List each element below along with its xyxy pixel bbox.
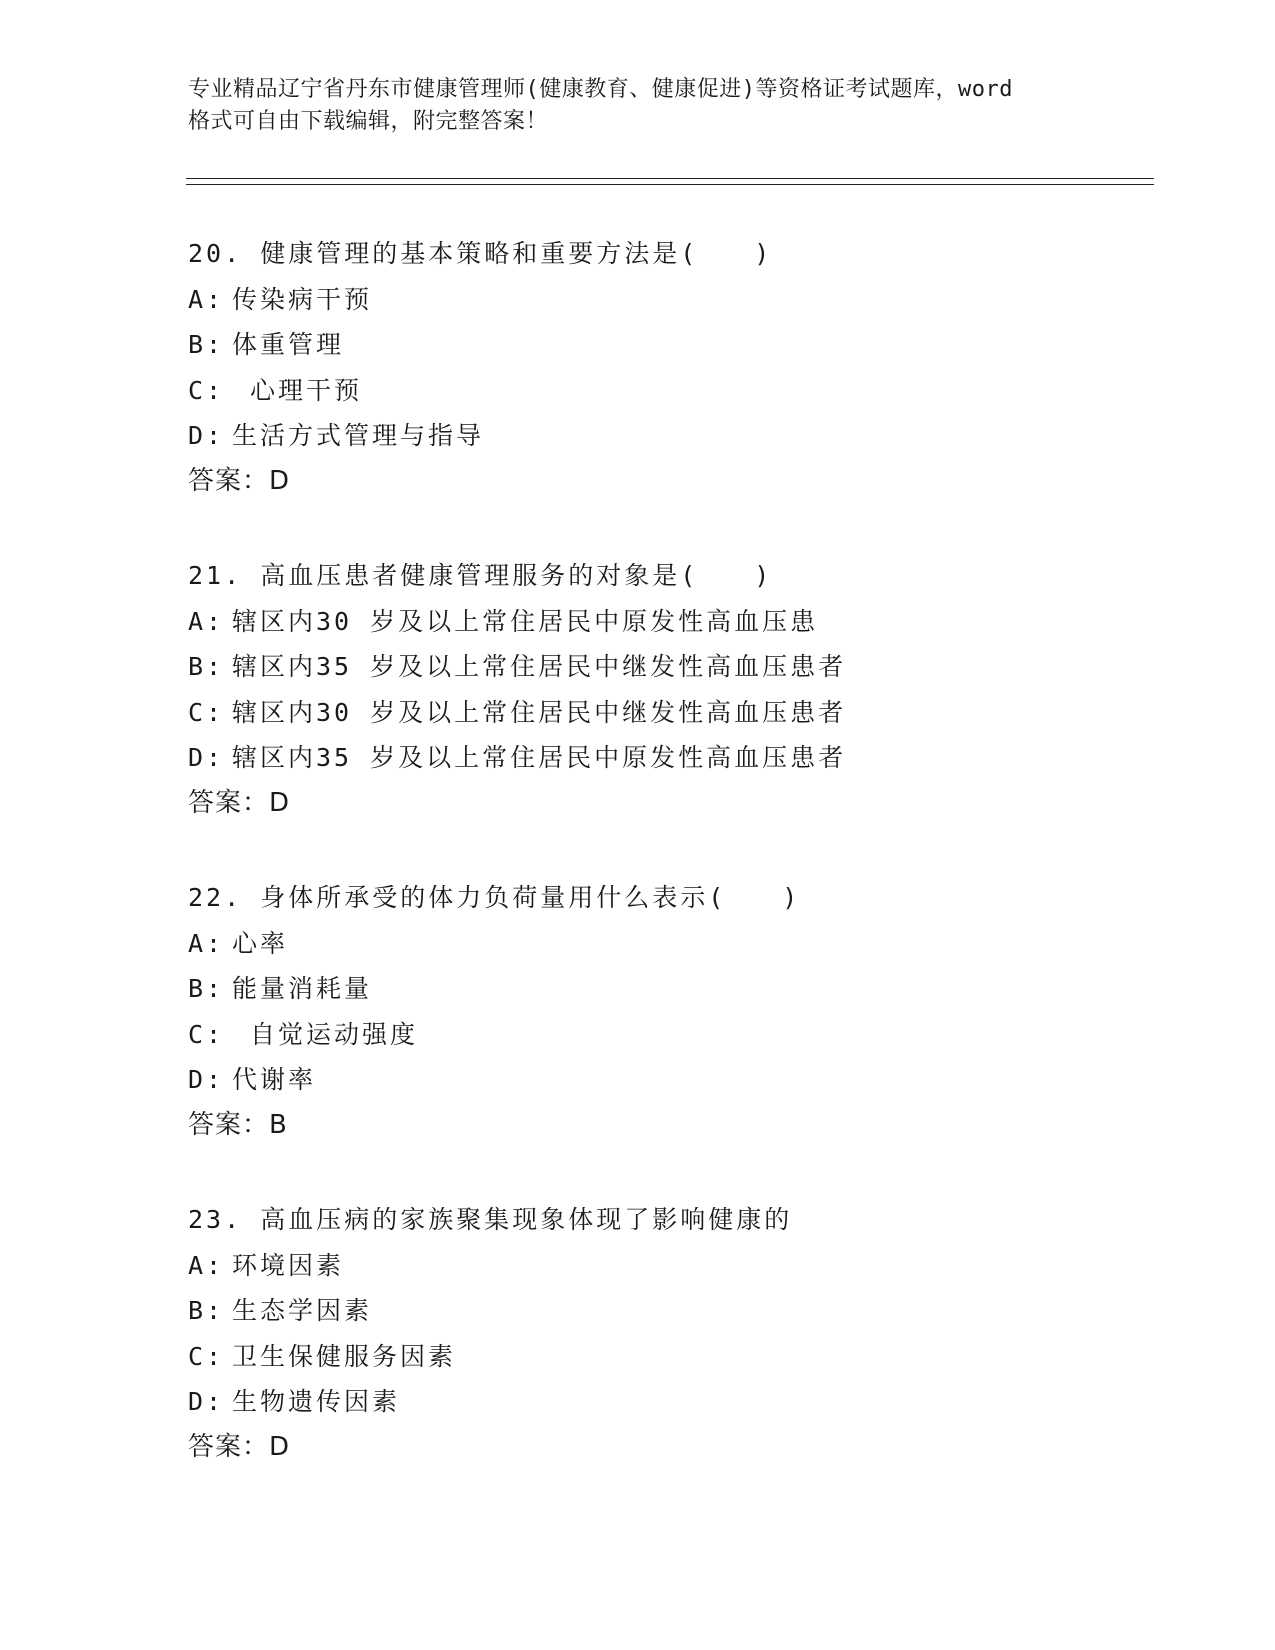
option-b [188, 1288, 1188, 1334]
option-letter: A: [188, 606, 225, 636]
option-a [188, 277, 1188, 323]
answer: 答案：B [188, 1109, 288, 1140]
option-text: 环境因素 [232, 1250, 345, 1280]
option-a [188, 921, 1188, 967]
option-text: 卫生保健服务因素 [232, 1341, 457, 1371]
option-d [188, 1057, 1188, 1103]
option-b [188, 322, 1188, 368]
answer: 答案：D [188, 1431, 291, 1462]
option-c [188, 1334, 1188, 1380]
option-b [188, 644, 1188, 690]
answer: 答案：D [188, 465, 291, 496]
option-c [188, 1012, 1188, 1058]
option-letter: A: [188, 928, 225, 958]
option-letter: A: [188, 1250, 225, 1280]
option-c [188, 368, 1188, 414]
question-23 [188, 1197, 1188, 1470]
option-letter: D: [188, 421, 225, 450]
option-a [188, 1243, 1188, 1289]
option-letter: B: [188, 652, 225, 681]
option-text: 辖区内35 岁及以上常住居民中原发性高血压患者 [232, 743, 847, 772]
option-d [188, 1379, 1188, 1425]
header-divider-bottom [186, 184, 1154, 185]
option-c [188, 690, 1188, 736]
document-header [188, 74, 1088, 138]
option-letter: D: [188, 1065, 225, 1094]
option-text: 生活方式管理与指导 [232, 421, 485, 450]
option-letter: C: [188, 375, 225, 405]
option-letter: C: [188, 697, 225, 727]
option-text: 辖区内30 岁及以上常住居民中原发性高血压患 [232, 606, 819, 636]
option-letter: D: [188, 1387, 225, 1416]
option-letter: C: [188, 1019, 225, 1049]
option-text: 心理干预 [232, 375, 363, 405]
question-stem: 20. 健康管理的基本策略和重要方法是( ) [188, 239, 773, 268]
option-text: 传染病干预 [232, 284, 373, 314]
option-d [188, 735, 1188, 781]
answer: 答案：D [188, 787, 291, 818]
option-letter: C: [188, 1341, 225, 1371]
option-text: 代谢率 [232, 1065, 317, 1094]
option-letter: B: [188, 330, 225, 359]
option-b [188, 966, 1188, 1012]
question-22 [188, 875, 1188, 1148]
question-stem: 22. 身体所承受的体力负荷量用什么表示( ) [188, 883, 801, 912]
header-line-1: 专业精品辽宁省丹东市健康管理师(健康教育、健康促进)等资格证考试题库，word [188, 77, 1013, 102]
question-stem: 21. 高血压患者健康管理服务的对象是( ) [188, 561, 773, 590]
option-text: 生态学因素 [232, 1296, 373, 1325]
question-20 [188, 231, 1188, 504]
option-text: 能量消耗量 [232, 974, 373, 1003]
option-text: 辖区内30 岁及以上常住居民中继发性高血压患者 [232, 697, 847, 727]
question-21 [188, 553, 1188, 826]
option-text: 生物遗传因素 [232, 1387, 401, 1416]
option-letter: B: [188, 974, 225, 1003]
option-letter: D: [188, 743, 225, 772]
option-d [188, 413, 1188, 459]
header-line-2: 格式可自由下载编辑，附完整答案！ [188, 109, 549, 134]
option-text: 辖区内35 岁及以上常住居民中继发性高血压患者 [232, 652, 847, 681]
question-stem: 23. 高血压病的家族聚集现象体现了影响健康的 [188, 1205, 793, 1234]
option-a [188, 599, 1188, 645]
header-divider-top [186, 178, 1154, 179]
option-text: 自觉运动强度 [232, 1019, 419, 1049]
option-letter: A: [188, 284, 225, 314]
option-text: 心率 [232, 928, 289, 958]
option-text: 体重管理 [232, 330, 345, 359]
option-letter: B: [188, 1296, 225, 1325]
